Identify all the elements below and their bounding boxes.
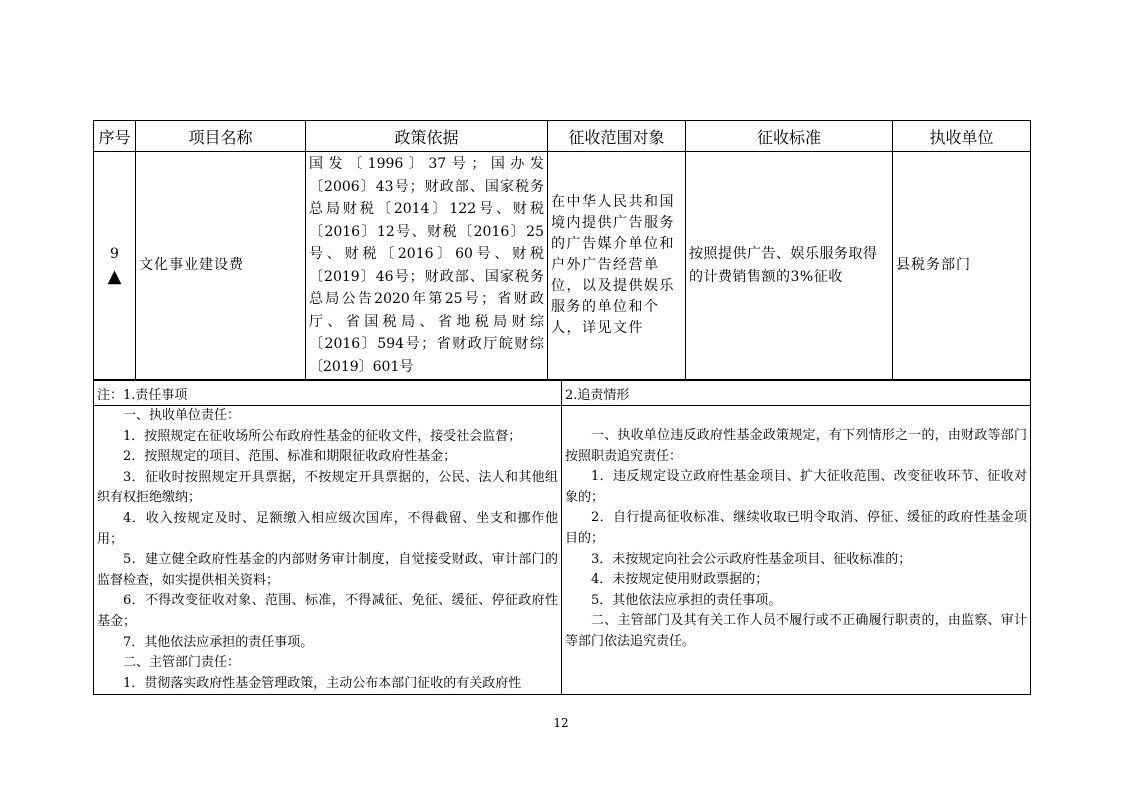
list-item: 一、执收单位违反政府性基金政策规定，有下列情形之一的，由财政等部门按照职责追究责任： (565, 428, 1027, 464)
fund-table (93, 120, 1031, 380)
triangle-mark-icon: ▲ (107, 265, 122, 287)
list-item: 1．按照规定在征收场所公布政府性基金的征收文件，接受社会监督； (123, 428, 522, 444)
header-name: 项目名称 (136, 121, 306, 152)
list-item: 1．贯彻落实政府性基金管理政策，主动公布本部门征收的有关政府性 (123, 675, 522, 691)
header-scope: 征收范围对象 (548, 121, 686, 152)
list-item: 一、执收单位责任： (123, 408, 241, 423)
notes-right-header: 2.追责情形 (562, 381, 1031, 406)
notes-body-row (94, 406, 1031, 695)
list-item: 7．其他依法应承担的责任事项。 (123, 634, 314, 650)
header-unit: 执收单位 (893, 121, 1031, 152)
notes-header-row (94, 381, 1031, 406)
list-item: 6．不得改变征收对象、范围、标准，不得减征、免征、缓征、停征政府性基金； (97, 593, 558, 629)
header-basis: 政策依据 (306, 121, 548, 152)
table-header-row (94, 121, 1031, 152)
list-item: 5．建立健全政府性基金的内部财务审计制度，自觉接受财政、审计部门的监督检查，如实提供相关资料； (97, 552, 558, 588)
notes-table (93, 380, 1031, 695)
row-project-name: 文化事业建设费 (136, 152, 306, 380)
list-item: 1．违反规定设立政府性基金项目、扩大征收范围、改变征收环节、征收对象的； (565, 469, 1027, 505)
header-standard: 征收标准 (686, 121, 893, 152)
row-collection-standard: 按照提供广告、娱乐服务取得的计费销售额的3%征收 (686, 152, 893, 380)
row-index: 9 (110, 246, 119, 262)
page-number: 12 (553, 716, 569, 730)
accountability-items (562, 406, 1031, 695)
row-collection-scope: 在中华人民共和国境内提供广告服务的广告媒介单位和户外广告经营单位，以及提供娱乐服务的单位和个人，详见文件 (548, 152, 686, 380)
table-row (94, 152, 1031, 380)
list-item: 2．按照规定的项目、范围、标准和期限征收政府性基金； (123, 449, 457, 465)
row-index-cell (94, 152, 136, 380)
row-collecting-unit: 县税务部门 (893, 152, 1031, 380)
list-item: 5．其他依法应承担的责任事项。 (591, 592, 782, 608)
list-item: 2．自行提高征收标准、继续收取已明令取消、停征、缓征的政府性基金项目的； (565, 510, 1027, 546)
list-item: 4．收入按规定及时、足额缴入相应级次国库，不得截留、坐支和挪作他用； (97, 510, 558, 547)
responsibility-items (94, 406, 562, 695)
notes-left-header: 注：1.责任事项 (94, 381, 562, 406)
list-item: 3．征收时按照规定开具票据，不按规定开具票据的，公民、法人和其他组织有权拒绝缴纳； (97, 469, 558, 506)
row-policy-basis: 国发〔1996〕37号；国办发〔2006〕43号；财政部、国家税务总局财税〔2014〕122号、财税〔2016〕12号、财税〔2016〕25号、财税〔2016〕60号、财税〔2019〕46号；财政部、国家税务总局公告2020年第25号；省财政厅、省国税局、省地税局财综〔2016〕594号；省财政厅皖财综〔2019〕601号 (306, 152, 548, 380)
list-item: 4．未按规定使用财政票据的； (591, 572, 769, 588)
list-item: 二、主管部门及其有关工作人员不履行或不正确履行职责的，由监察、审计等部门依法追究责任。 (565, 613, 1027, 649)
list-item: 3．未按规定向社会公示政府性基金项目、征收标准的； (591, 551, 912, 567)
list-item: 二、主管部门责任： (123, 655, 241, 671)
header-index: 序号 (94, 121, 136, 152)
